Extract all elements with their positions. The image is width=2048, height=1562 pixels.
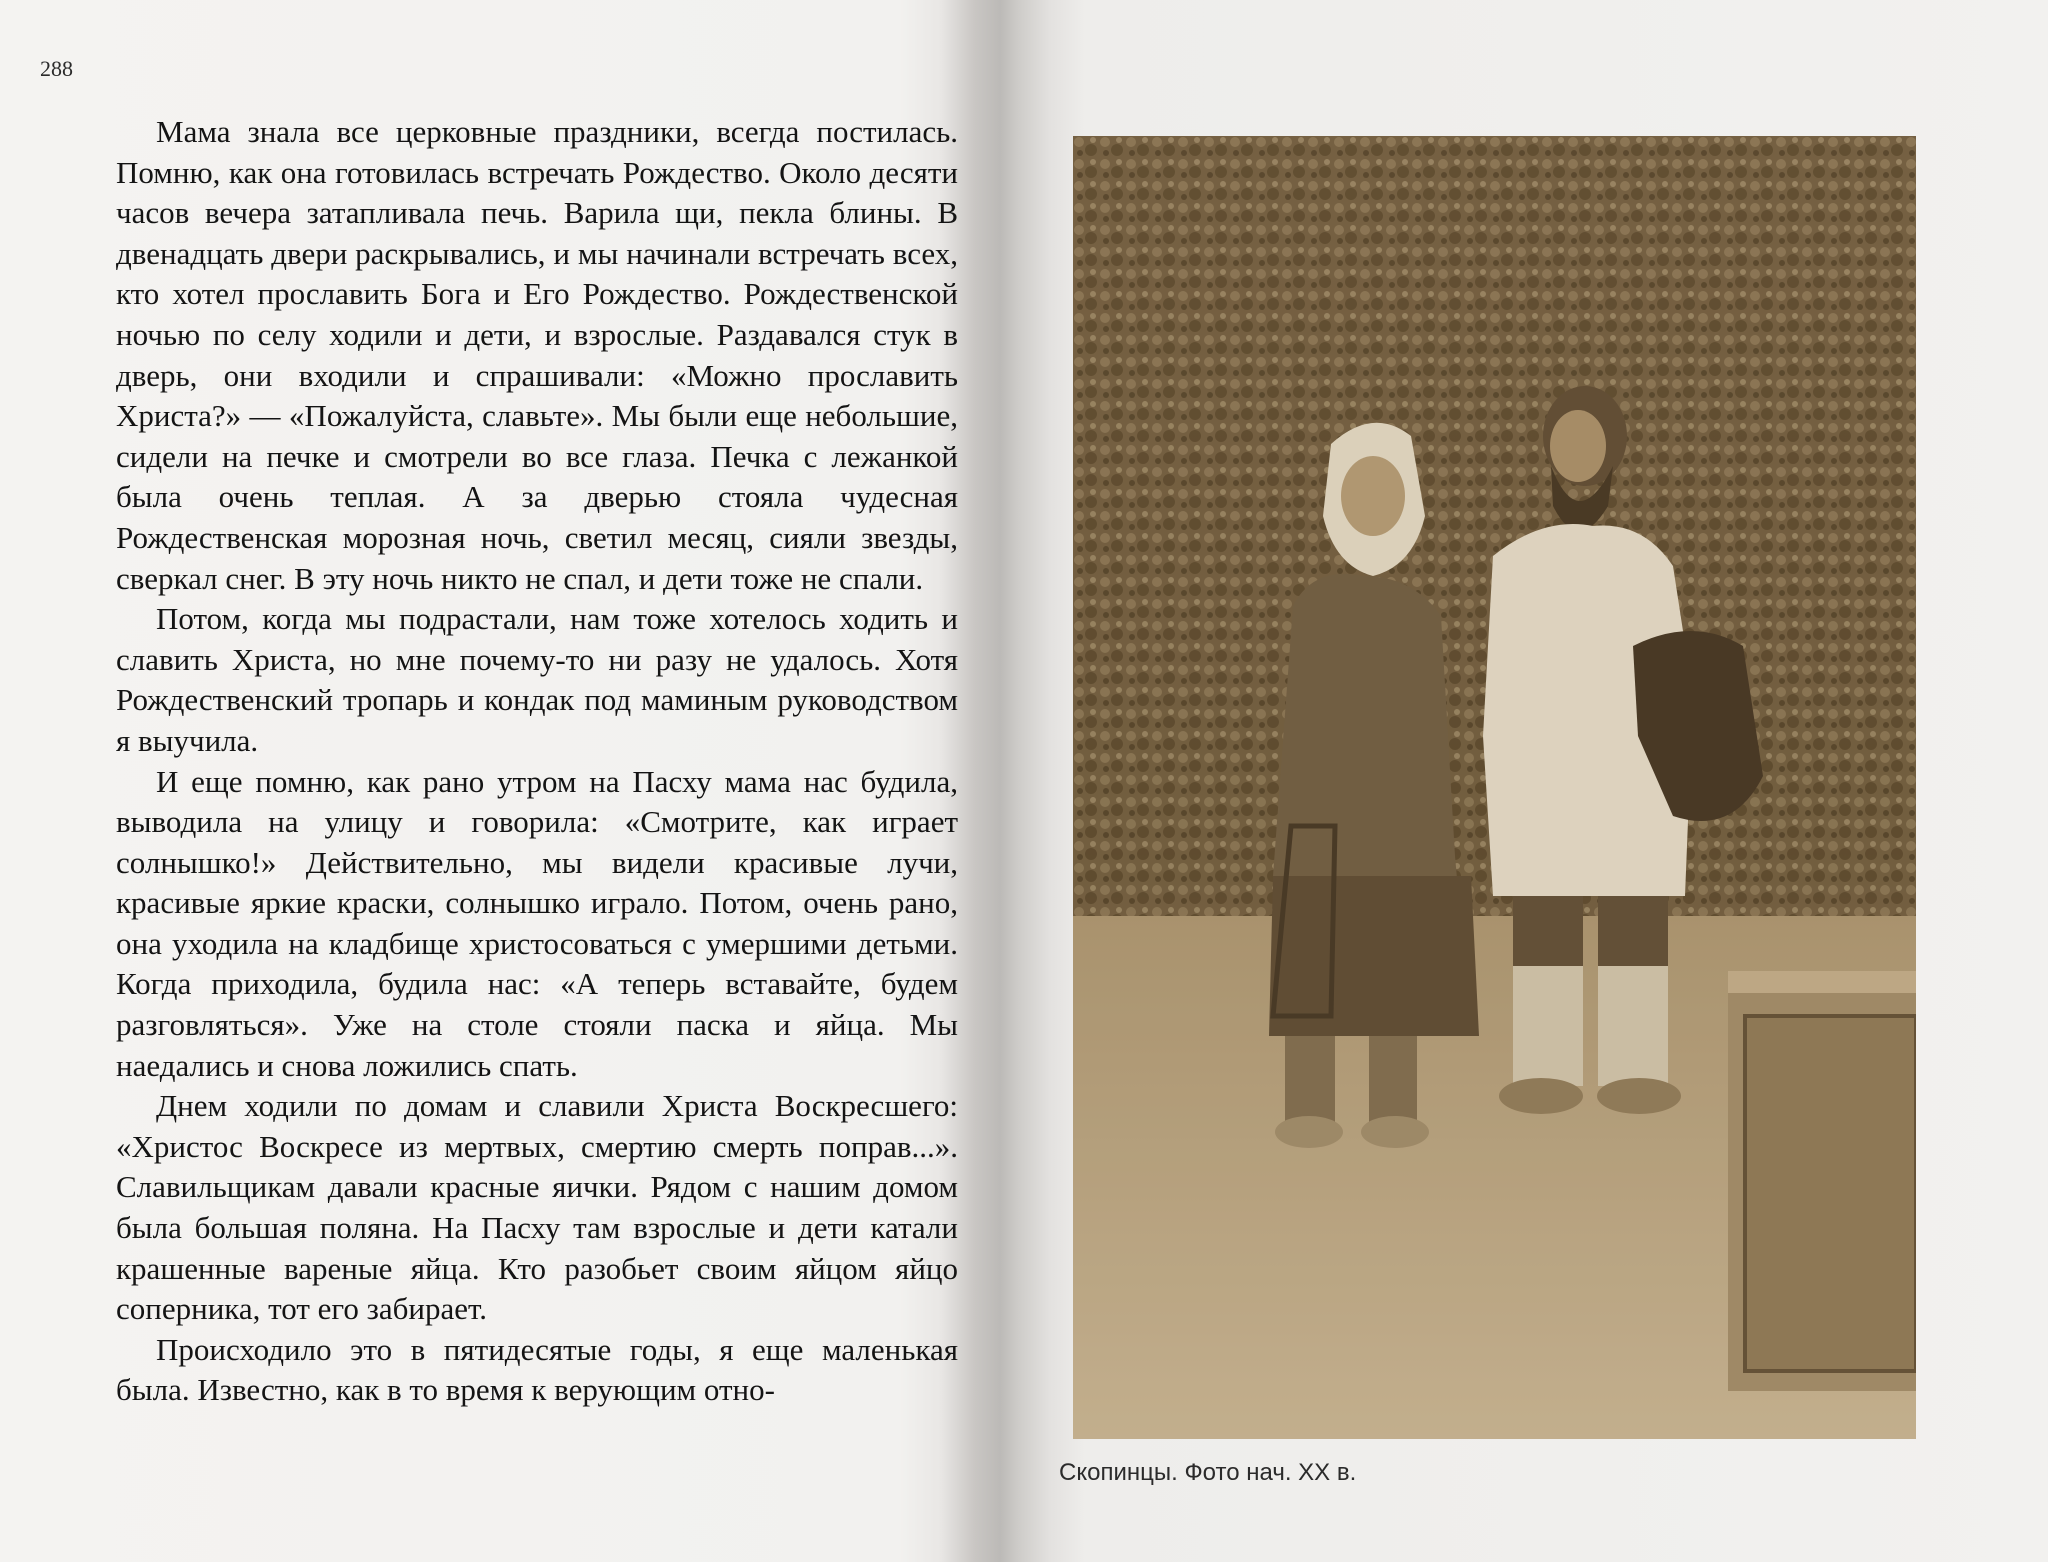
paragraph: Потом, когда мы подрастали, нам тоже хотелось ходить и славить Христа, но мне почему-то ни разу не удалось. Хотя Рождественский тропарь и кондак под маминым руководством я выучила. xyxy=(116,601,958,758)
photo-caption: Скопинцы. Фото нач. XX в. xyxy=(1059,1459,1357,1486)
body-text xyxy=(116,112,958,1411)
paragraph: Происходило это в пятидесятые годы, я еще маленькая была. Известно, как в то время к верующим отно- xyxy=(116,1331,958,1408)
sepia-tint xyxy=(1073,136,1916,1439)
paragraph: Мама знала все церковные праздники, всегда постилась. Помню, как она готовилась встречать Рождество. Около десяти часов вечера затапливала печь. Варила щи, пекла блины. В двенадцать двери раскрывались, и мы начинали встречать всех, кто хотел прославить Бога и Его Рождество. Рождественской ночью по селу ходили и дети, и взрослые. Раздавался стук в дверь, они входили и спрашивали: «Можно прославить Христа?» — «Пожалуйста, славьте». Мы были еще небольшие, сидели на печке и смотрели во все глаза. Печка с лежанкой была очень теплая. А за дверью стояла чудесная Рождественская морозная ночь, светил месяц, сияли звезды, сверкал снег. В эту ночь никто не спал, и дети тоже не спали. xyxy=(116,114,958,596)
photo-image xyxy=(1073,136,1916,1439)
paragraph: И еще помню, как рано утром на Пасху мама нас будила, выводила на улицу и говорила: «Смотрите, как играет солнышко!» Действительно, мы видели красивые лучи, красивые яркие краски, солнышко играло. Потом, очень рано, она уходила на кладбище христосоваться с умершими детьми. Когда приходила, будила нас: «А теперь вставайте, будем разговляться». Уже на столе стояли паска и яйца. Мы наедались и снова ложились спать. xyxy=(116,763,958,1083)
page-number: 288 xyxy=(40,56,73,81)
historical-photo xyxy=(1073,136,1916,1439)
paragraph: Днем ходили по домам и славили Христа Воскресшего: «Христос Воскресе из мертвых, смертию смерть поправ...». Славильщикам давали красные яички. Рядом с нашим домом была большая поляна. На Пасху там взрослые и дети катали крашенные вареные яйца. Кто разобьет своим яйцом яйцо соперника, тот его забирает. xyxy=(116,1088,958,1327)
